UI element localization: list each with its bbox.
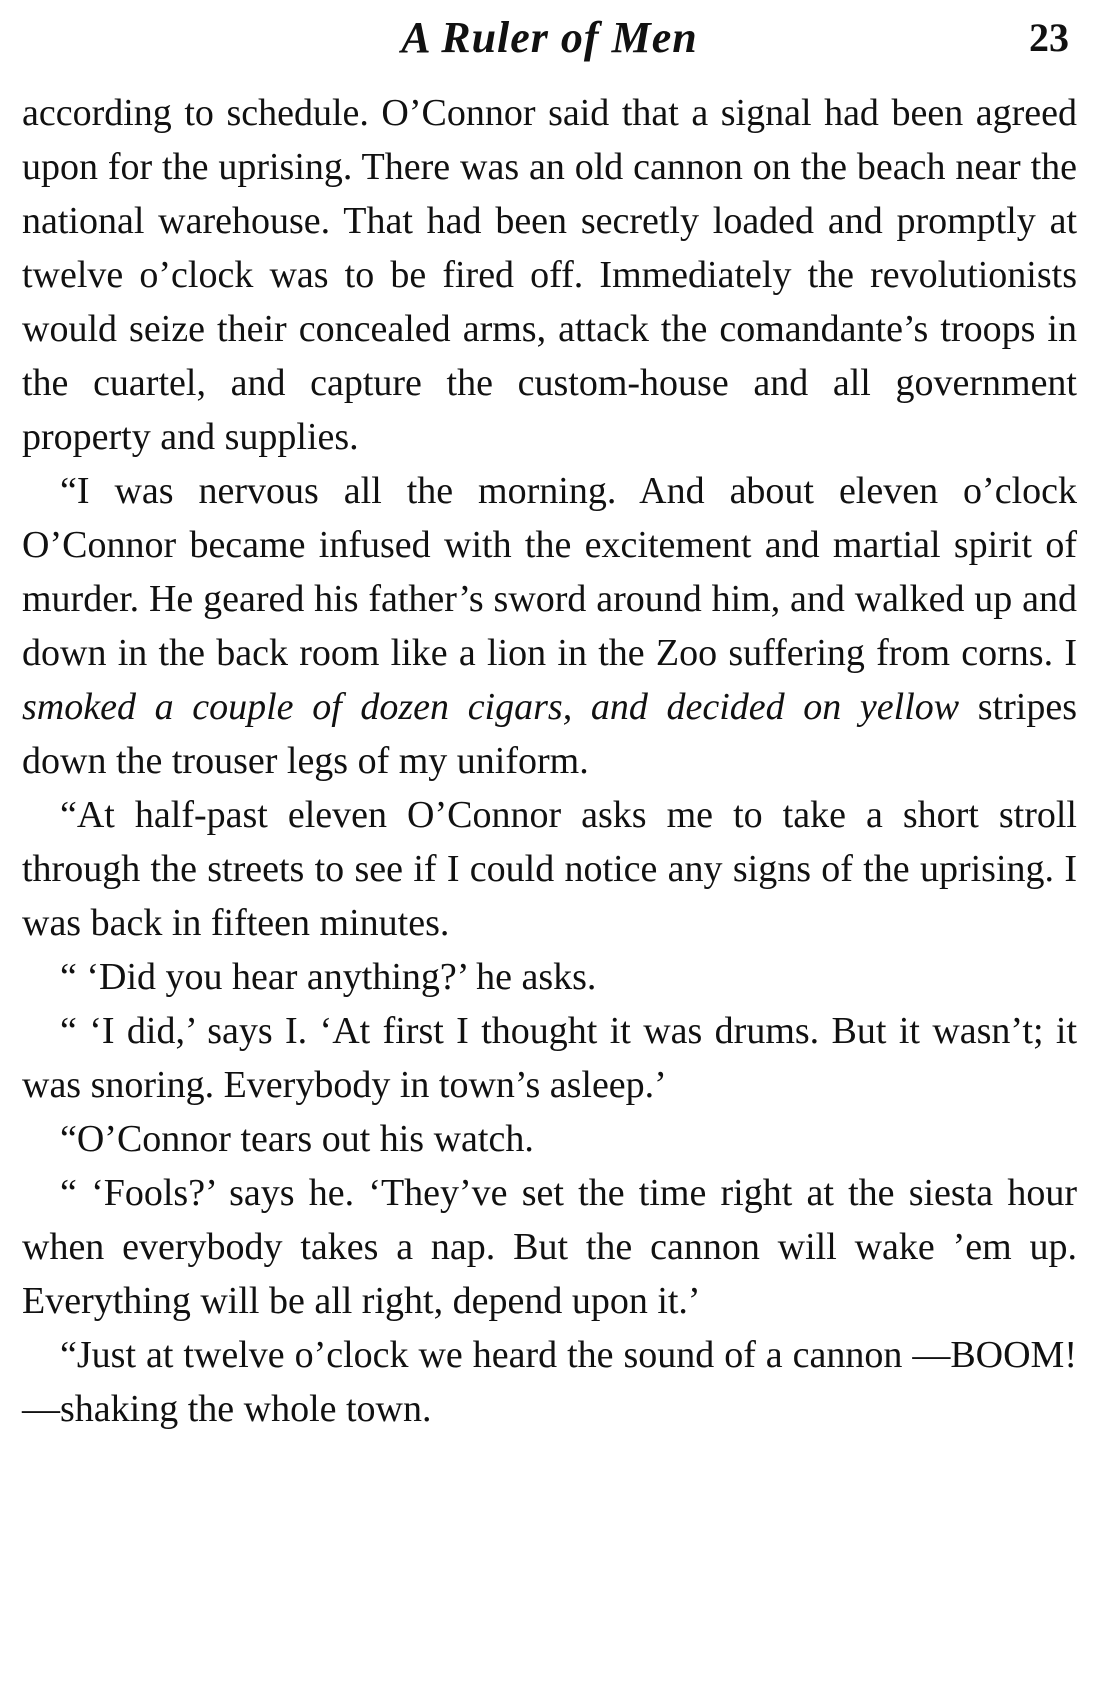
paragraph-text: “ ‘Fools?’ says he. ‘They’ve set the time right at the siesta hour when everybody takes a nap. But the cannon will wake ’em up. Everything will be all right, depend upon it.’	[22, 1172, 1077, 1322]
paragraph-text: “I was nervous all the morning. And about eleven o’clock O’Connor became infused with the excitement and martial spirit of murder. He geared his father’s sword around him, and walked up and down in the back room like a lion in the Zoo suffering from corns. I	[22, 470, 1077, 674]
running-title: A Ruler of Men	[401, 13, 698, 62]
paragraph-text: “Just at twelve o’clock we heard the sound of a cannon —BOOM!—shaking the whole town.	[22, 1334, 1077, 1430]
page-number: 23	[1029, 15, 1069, 60]
paragraph-7	[22, 1166, 1077, 1328]
running-head	[22, 0, 1077, 86]
paragraph-5	[22, 1004, 1077, 1112]
italic-text: smoked a couple of dozen cigars, and decided on yellow	[22, 686, 960, 728]
paragraph-text: “At half-past eleven O’Connor asks me to take a short stroll through the streets to see if I could notice any signs of the uprising. I was back in fifteen minutes.	[22, 794, 1077, 944]
paragraph-1	[22, 86, 1077, 464]
book-page	[22, 0, 1077, 1691]
paragraph-text: “ ‘I did,’ says I. ‘At first I thought it was drums. But it wasn’t; it was snoring. Everybody in town’s asleep.’	[22, 1010, 1077, 1106]
paragraph-2	[22, 464, 1077, 788]
paragraph-text: “ ‘Did you hear anything?’ he asks.	[60, 956, 597, 998]
paragraph-6	[22, 1112, 1077, 1166]
body-text	[22, 86, 1077, 1436]
paragraph-text: stripes down the trouser legs of my uniform.	[22, 686, 1077, 782]
paragraph-3	[22, 788, 1077, 950]
paragraph-8	[22, 1328, 1077, 1436]
paragraph-text: “O’Connor tears out his watch.	[60, 1118, 534, 1160]
paragraph-text: according to schedule. O’Connor said that a signal had been agreed upon for the uprising. There was an old cannon on the beach near the national warehouse. That had been secretly loaded and promptly at twelve o’clock was to be fired off. Immediately the revolutionists would seize their concealed arms, attack the comandante’s troops in the cuartel, and capture the custom-house and all government property and supplies.	[22, 92, 1077, 458]
paragraph-4	[22, 950, 1077, 1004]
